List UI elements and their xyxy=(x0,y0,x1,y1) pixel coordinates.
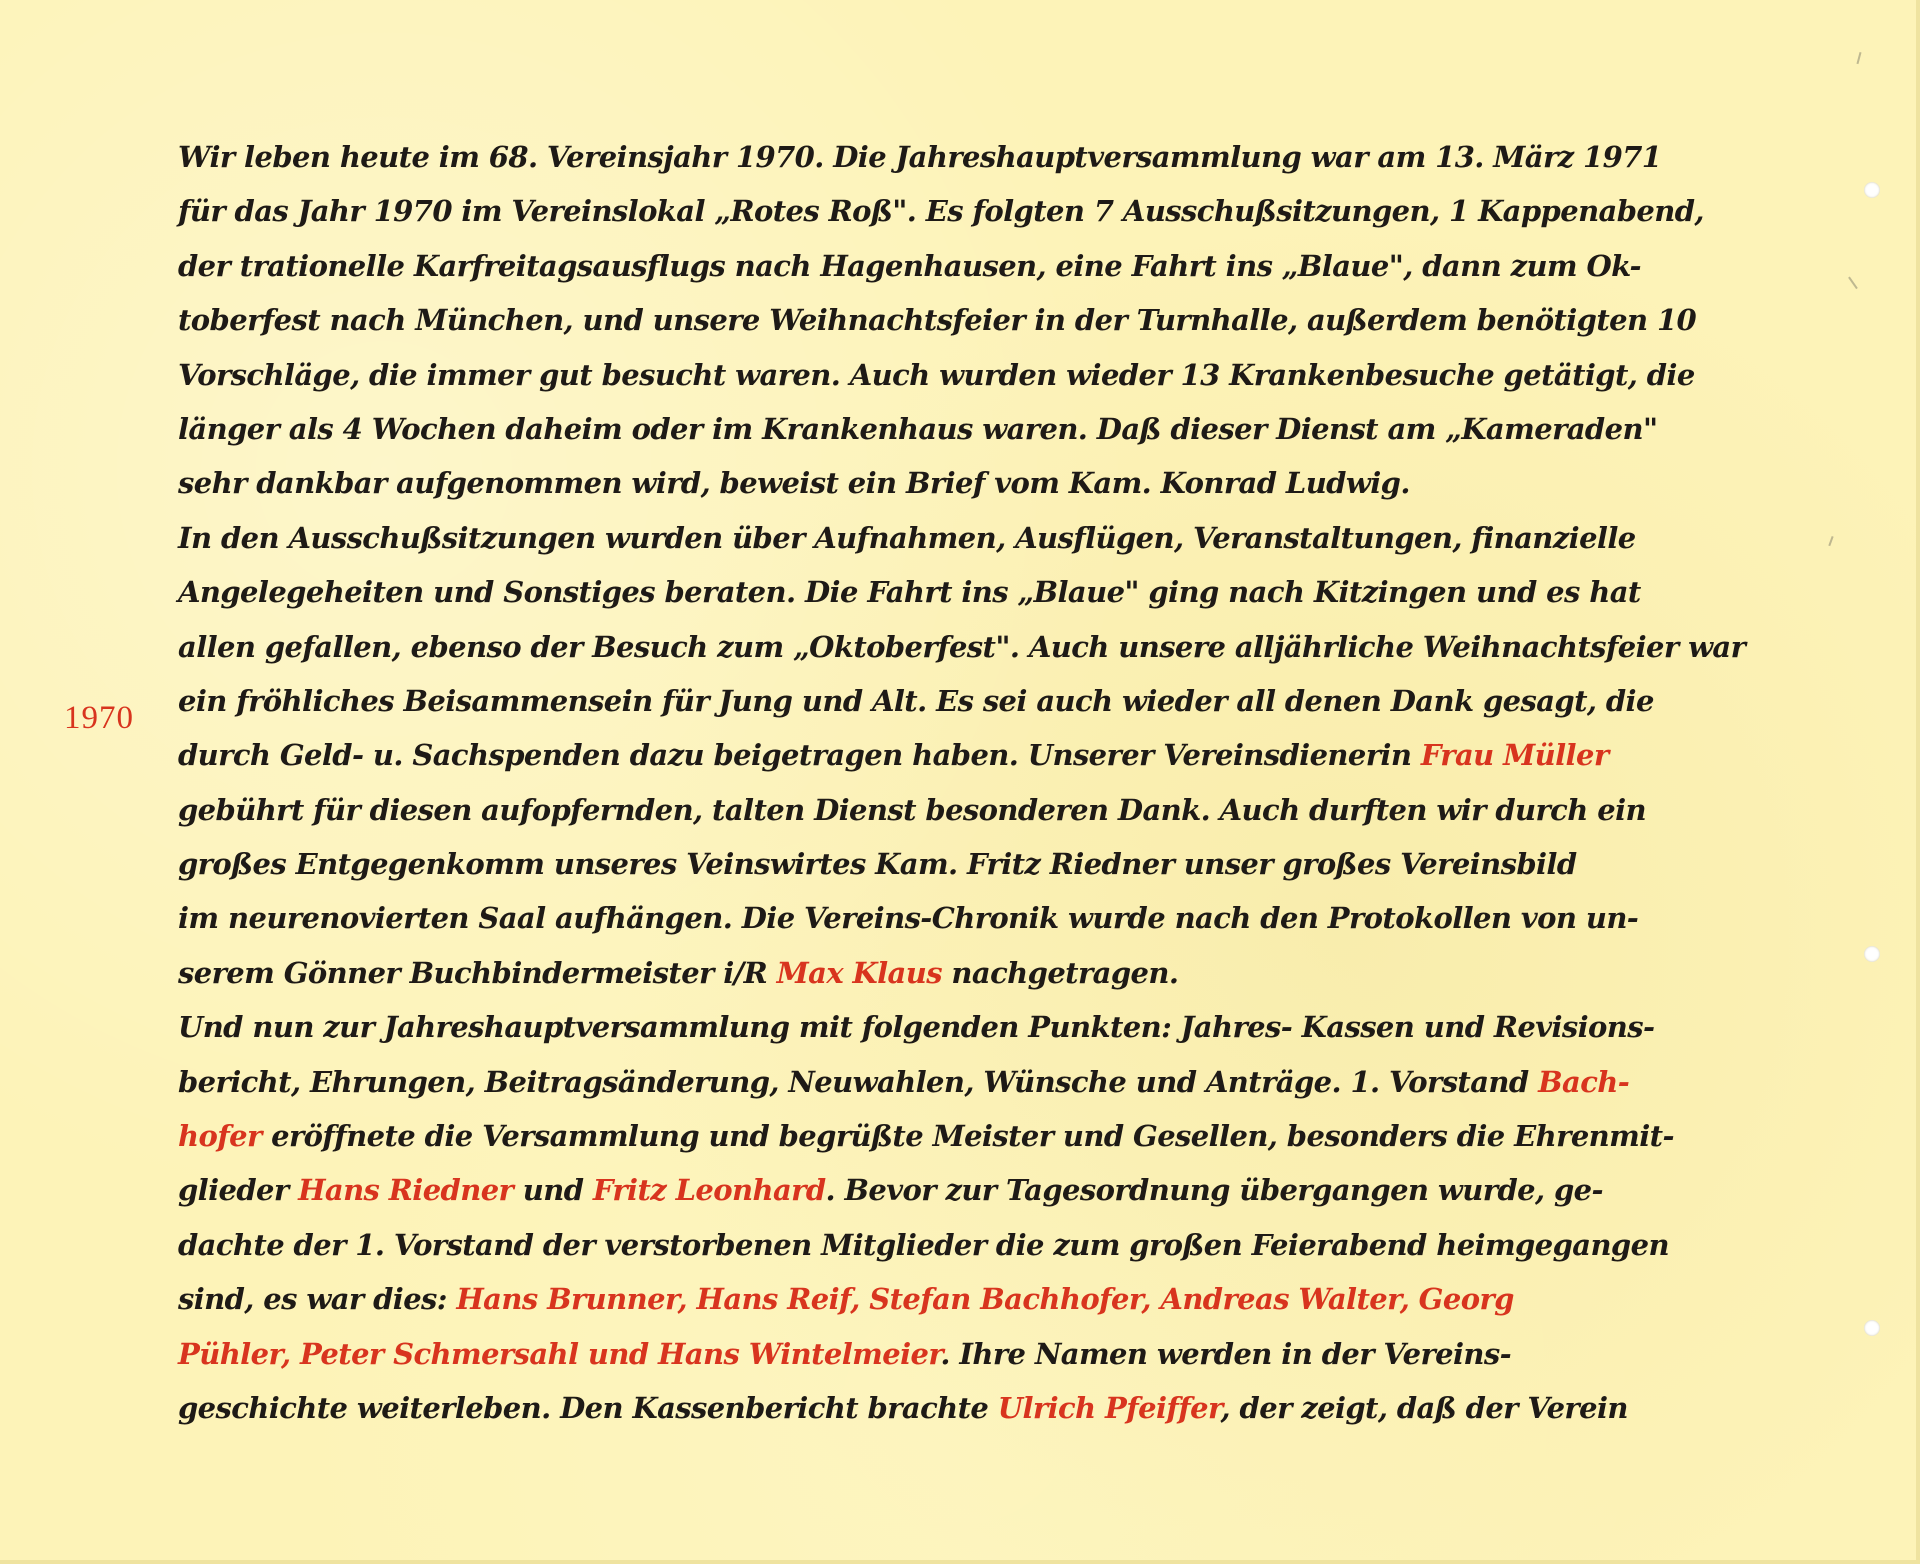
highlighted-name: Frau Müller xyxy=(1420,738,1609,773)
text-segment: bericht, Ehrungen, Beitragsänderung, Neuwahlen, Wünsche und Anträge. 1. Vorstand xyxy=(178,1064,1539,1099)
text-segment: und xyxy=(513,1173,593,1208)
page-edge-right xyxy=(1916,0,1920,1564)
text-line xyxy=(178,184,1704,238)
text-segment: im neurenovierten Saal aufhängen. Die Vereins-Chronik wurde nach den Protokollen von un- xyxy=(178,901,1639,936)
text-segment: ein fröhliches Beisammensein für Jung und Alt. Es sei auch wieder all denen Dank gesagt, die xyxy=(178,683,1654,718)
text-line xyxy=(178,511,1678,565)
text-line xyxy=(178,837,1678,891)
text-segment: Vorschläge, die immer gut besucht waren. Auch wurden wieder 13 Krankenbesuche getätigt, die xyxy=(178,357,1695,392)
text-line xyxy=(178,1055,1678,1109)
margin-year-note: 1970 xyxy=(64,700,134,736)
text-segment: dachte der 1. Vorstand der verstorbenen Mitglieder die zum großen Feierabend heimgegangen xyxy=(178,1227,1669,1262)
text-line xyxy=(178,1381,1678,1435)
text-segment: länger als 4 Wochen daheim oder im Krankenhaus waren. Daß dieser Dienst am „Kameraden" xyxy=(178,411,1658,446)
text-segment: , der zeigt, daß der Verein xyxy=(1220,1390,1628,1425)
text-segment: nachgetragen. xyxy=(941,955,1179,990)
pencil-mark xyxy=(1848,277,1857,289)
text-line xyxy=(178,1272,1678,1326)
text-line xyxy=(178,130,1678,184)
text-segment: allen gefallen, ebenso der Besuch zum „Oktoberfest". Auch unsere alljährliche Weihnachtsfeier war xyxy=(178,629,1746,664)
text-line xyxy=(178,456,1678,510)
highlighted-name: Bach- xyxy=(1538,1064,1630,1099)
text-line xyxy=(178,946,1678,1000)
highlighted-name: Hans Riedner xyxy=(298,1173,514,1208)
text-line xyxy=(178,891,1678,945)
text-segment: für das Jahr 1970 im Vereinslokal „Rotes Roß". Es folgten 7 Ausschußsitzungen, 1 Kappenabend, xyxy=(178,194,1704,229)
text-line xyxy=(178,783,1678,837)
highlighted-name: hofer xyxy=(178,1119,262,1154)
text-segment: serem Gönner Buchbindermeister i/R xyxy=(178,955,777,990)
text-segment: durch Geld- u. Sachspenden dazu beigetragen haben. Unserer Vereinsdienerin xyxy=(178,738,1421,773)
text-line xyxy=(178,674,1678,728)
text-segment: gebührt für diesen aufopfernden, talten Dienst besonderen Dank. Auch durften wir durch ein xyxy=(178,792,1646,827)
text-segment: . Bevor zur Tagesordnung übergangen wurde, ge- xyxy=(825,1173,1603,1208)
text-segment: Angelegeheiten und Sonstiges beraten. Die Fahrt ins „Blaue" ging nach Kitzingen und es hat xyxy=(178,575,1641,610)
text-line xyxy=(178,348,1695,402)
punch-hole-bottom xyxy=(1864,1320,1880,1336)
highlighted-name: Ulrich Pfeiffer xyxy=(997,1390,1221,1425)
highlighted-name: Hans Brunner, Hans Reif, Stefan Bachhofer, Andreas Walter, Georg xyxy=(456,1282,1514,1317)
punch-hole-middle xyxy=(1864,946,1880,962)
text-line xyxy=(178,1109,1678,1163)
text-segment: sind, es war dies: xyxy=(178,1282,457,1317)
text-segment: In den Ausschußsitzungen wurden über Aufnahmen, Ausflügen, Veranstaltungen, finanzielle xyxy=(178,520,1636,555)
text-line xyxy=(178,1000,1678,1054)
text-line xyxy=(178,1327,1678,1381)
text-line xyxy=(178,239,1678,293)
page-edge-bottom xyxy=(0,1560,1920,1564)
text-segment: Und nun zur Jahreshauptversammlung mit folgenden Punkten: Jahres- Kassen und Revisions- xyxy=(178,1010,1655,1045)
text-segment: glieder xyxy=(178,1173,299,1208)
punch-hole-top xyxy=(1864,182,1880,198)
text-line xyxy=(178,728,1678,782)
pencil-mark xyxy=(1856,52,1861,64)
highlighted-name: Max Klaus xyxy=(776,955,942,990)
text-line xyxy=(178,1218,1678,1272)
text-segment: toberfest nach München, und unsere Weihnachtsfeier in der Turnhalle, außerdem benötigten 10 xyxy=(178,303,1697,338)
text-segment: . Ihre Namen werden in der Vereins- xyxy=(940,1336,1512,1371)
text-segment: Wir leben heute im 68. Vereinsjahr 1970. Die Jahreshauptversammlung war am 13. März 1971 xyxy=(178,140,1662,174)
text-line xyxy=(178,293,1697,347)
text-segment: großes Entgegenkomm unseres Veinswirtes Kam. Fritz Riedner unser großes Vereinsbild xyxy=(178,847,1577,882)
text-segment: geschichte weiterleben. Den Kassenbericht brachte xyxy=(178,1390,998,1425)
highlighted-name: Pühler, Peter Schmersahl und Hans Wintelmeier xyxy=(178,1336,941,1371)
text-line xyxy=(178,565,1678,619)
chronicle-text xyxy=(178,130,1746,1435)
pencil-mark xyxy=(1828,536,1833,546)
text-line xyxy=(178,1163,1678,1217)
text-line xyxy=(178,620,1746,674)
text-segment: sehr dankbar aufgenommen wird, beweist ein Brief vom Kam. Konrad Ludwig. xyxy=(178,466,1410,501)
text-line xyxy=(178,402,1678,456)
text-segment: eröffnete die Versammlung und begrüßte Meister und Gesellen, besonders die Ehrenmit- xyxy=(261,1119,1674,1154)
text-segment: der trationelle Karfreitagsausflugs nach Hagenhausen, eine Fahrt ins „Blaue", dann zum Ok- xyxy=(178,248,1641,283)
highlighted-name: Fritz Leonhard xyxy=(592,1173,826,1208)
